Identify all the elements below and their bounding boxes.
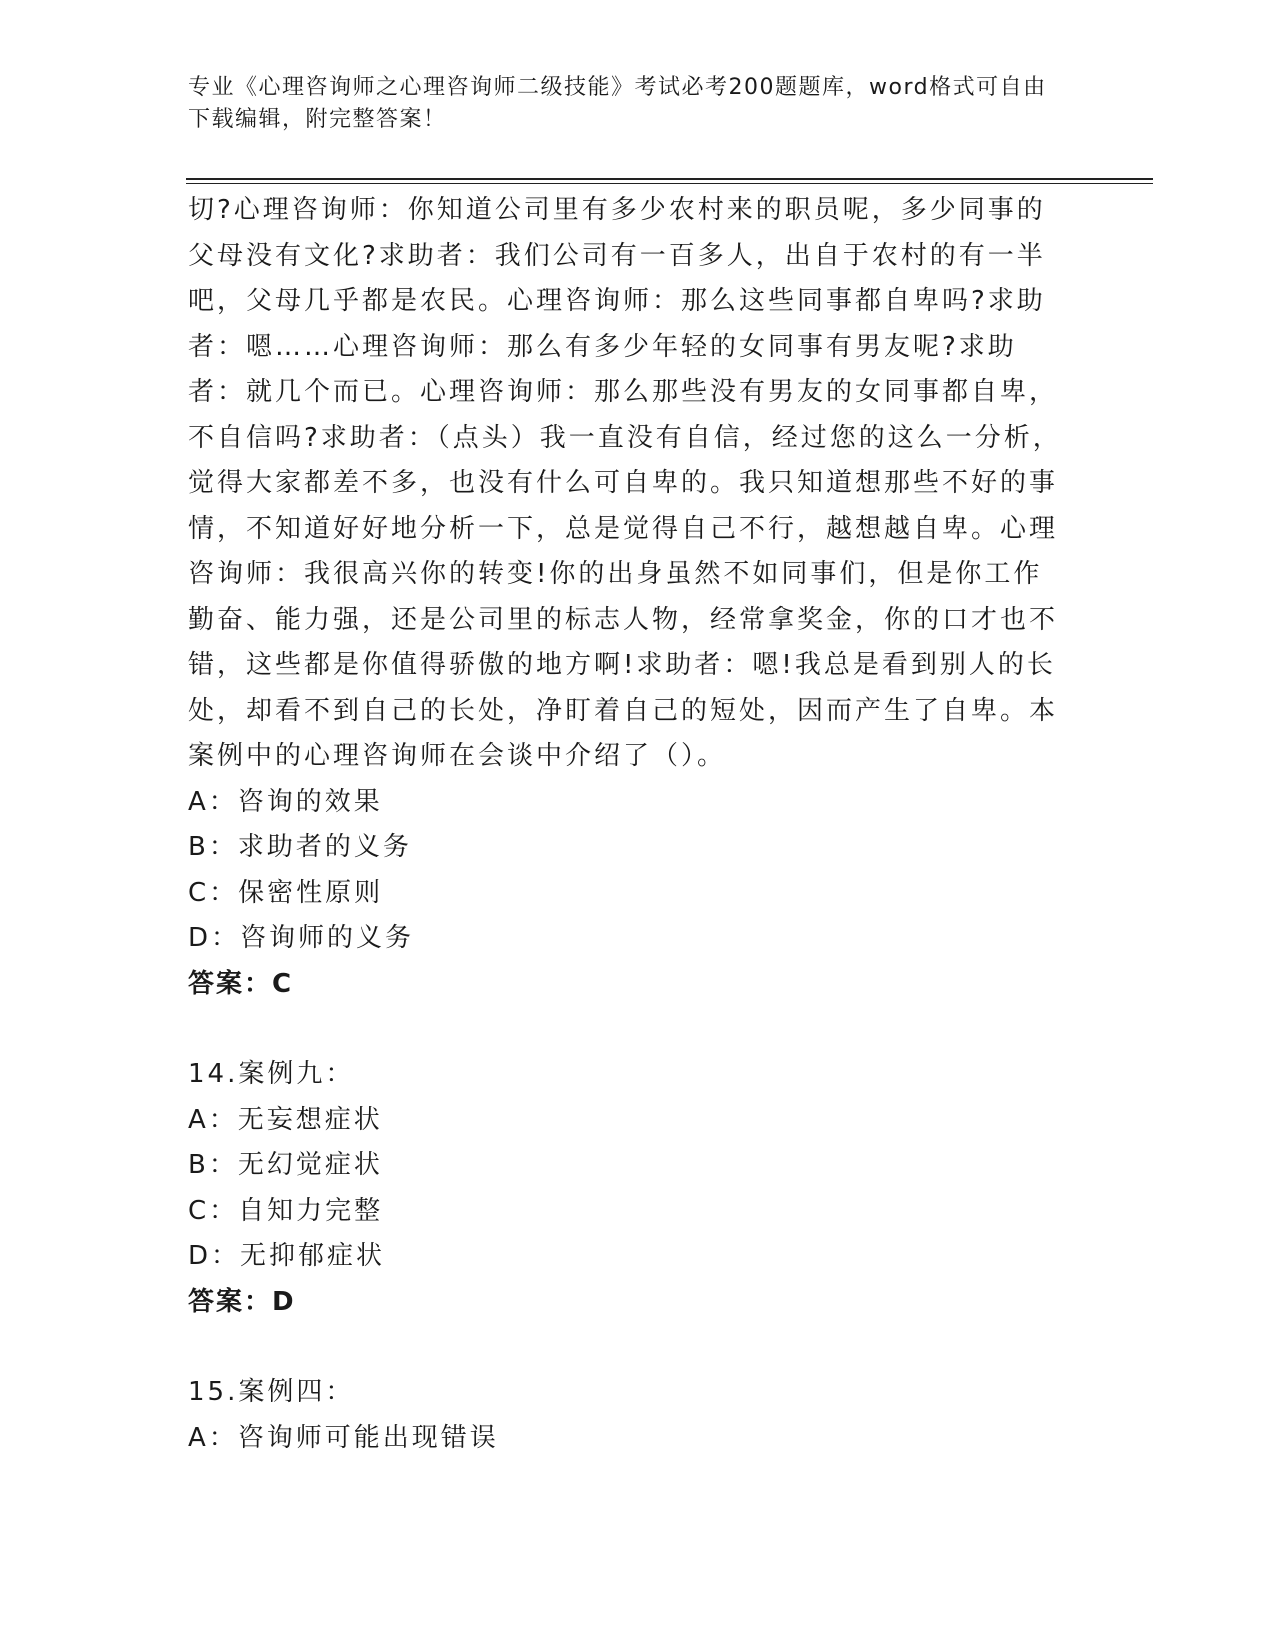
question-15 xyxy=(188,1370,1088,1461)
question-14-option-a: A：无妄想症状 xyxy=(188,1104,383,1135)
question-13-option-b: B：求助者的义务 xyxy=(188,832,412,862)
question-13 xyxy=(188,188,1088,1007)
spacer xyxy=(188,1325,1088,1370)
question-14-option-b: B：无幻觉症状 xyxy=(188,1150,383,1180)
question-14 xyxy=(188,1052,1088,1325)
header-divider-thick xyxy=(186,178,1153,180)
question-14-answer: 答案：D xyxy=(188,1286,296,1317)
question-15-option-a: A：咨询师可能出现错误 xyxy=(188,1422,499,1453)
header-divider-thin xyxy=(186,183,1153,184)
question-13-option-d: D：咨询师的义务 xyxy=(188,923,415,953)
question-13-answer: 答案：C xyxy=(188,968,294,999)
document-header: 专业《心理咨询师之心理咨询师二级技能》考试必考200题题库，word格式可自由下载编辑，附完整答案！ xyxy=(188,75,1047,132)
question-13-stem: 切?心理咨询师：你知道公司里有多少农村来的职员呢，多少同事的父母没有文化?求助者：我们公司有一百多人，出自于农村的有一半吧，父母几乎都是农民。心理咨询师：那么这些同事都自卑吗?求助者：嗯……心理咨询师：那么有多少年轻的女同事有男友呢?求助者：就几个而已。心理咨询师：那么那些没有男友的女同事都自卑，不自信吗?求助者：（点头）我一直没有自信，经过您的这么一分析，觉得大家都差不多，也没有什么可自卑的。我只知道想那些不好的事情，不知道好好地分析一下，总是觉得自己不行，越想越自卑。心理咨询师：我很高兴你的转变!你的出身虽然不如同事们，但是你工作勤奋、能力强，还是公司里的标志人物，经常拿奖金，你的口才也不错，这些都是你值得骄傲的地方啊!求助者：嗯!我总是看到别人的长处，却看不到自己的长处，净盯着自己的短处，因而产生了自卑。本案例中的心理咨询师在会谈中介绍了（）。 xyxy=(188,195,1062,771)
spacer xyxy=(188,1007,1088,1052)
question-13-option-c: C：保密性原则 xyxy=(188,877,384,908)
question-14-title: 14.案例九： xyxy=(188,1059,355,1089)
question-content xyxy=(188,188,1088,1461)
question-13-option-a: A：咨询的效果 xyxy=(188,786,383,817)
question-15-title: 15.案例四： xyxy=(188,1377,355,1407)
question-14-option-d: D：无抑郁症状 xyxy=(188,1241,386,1271)
question-14-option-c: C：自知力完整 xyxy=(188,1195,384,1226)
